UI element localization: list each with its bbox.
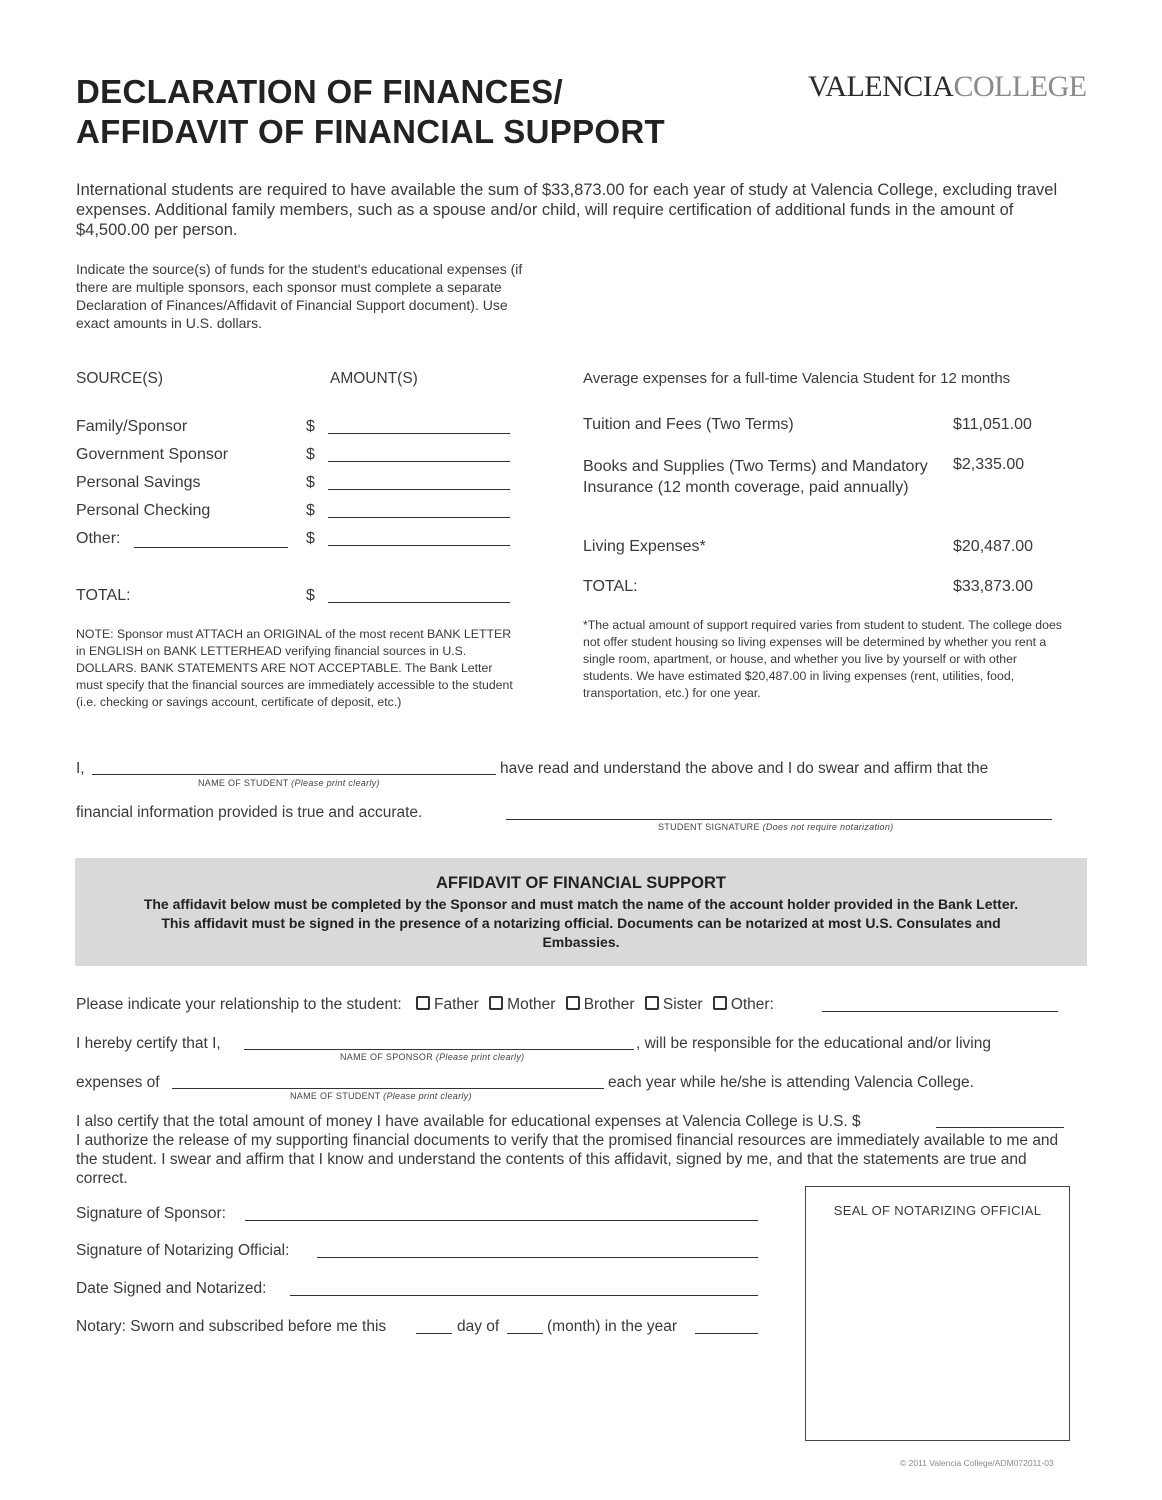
expense-total-label: TOTAL: <box>583 578 638 595</box>
dollar-sign: $ <box>306 418 315 435</box>
certify-suffix: , will be responsible for the educational and/or living <box>636 1035 991 1052</box>
certify-prefix: I hereby certify that I, <box>76 1035 221 1052</box>
other-amount-field[interactable] <box>328 545 510 546</box>
sponsor-name-caption: NAME OF SPONSOR (Please print clearly) <box>340 1052 525 1062</box>
expense-books-label: Books and Supplies (Two Terms) and Mandatory Insurance (12 month coverage, paid annually) <box>583 458 928 496</box>
affidavit-banner <box>75 858 1087 966</box>
relationship-row <box>76 996 774 1014</box>
declaration-statement-1: have read and understand the above and I do swear and affirm that the <box>500 760 989 777</box>
amounts-header: AMOUNT(S) <box>330 370 418 387</box>
checkbox-icon[interactable] <box>566 996 580 1010</box>
living-expenses-footnote: *The actual amount of support required varies from student to student. The college does not offer student housing so living expenses will be determined by whether you rent a single room, apartment, or house, and whether you live by yourself or with other students. We have estimated $20,487.00 in living expenses (rent, utilities, food, transportation, etc.) for one year. <box>583 618 1062 700</box>
sponsor-signature-label: Signature of Sponsor: <box>76 1205 226 1222</box>
bank-letter-note: NOTE: Sponsor must ATTACH an ORIGINAL of the most recent BANK LETTER in ENGLISH on BANK LETTERHEAD verifying financial sources in U.S. DOLLARS. BANK STATEMENTS ARE NOT ACCEPTABLE. The Bank Letter must specify that the financial sources are immediately accessible to the student (i.e. checking or savings account, certificate of deposit, etc.) <box>76 627 513 709</box>
expenses-header: Average expenses for a full-time Valencia Student for 12 months <box>583 370 1011 387</box>
declaration-statement-2: financial information provided is true and accurate. <box>76 804 423 821</box>
date-signed-field[interactable] <box>290 1295 758 1296</box>
student-signature-field[interactable] <box>506 819 1052 820</box>
student-signature-caption: STUDENT SIGNATURE (Does not require notarization) <box>658 822 894 832</box>
source-savings-label: Personal Savings <box>76 474 201 491</box>
expense-living-amount: $20,487.00 <box>953 538 1034 555</box>
notary-month-label: (month) in the year <box>547 1318 678 1335</box>
affidavit-student-name-caption: NAME OF STUDENT (Please print clearly) <box>290 1091 472 1101</box>
dollar-sign: $ <box>306 474 315 491</box>
dollar-sign: $ <box>306 587 315 604</box>
date-signed-label: Date Signed and Notarized: <box>76 1280 267 1297</box>
intro-paragraph: International students are required to have available the sum of $33,873.00 for each year of study at Valencia College, excluding travel expenses. Additional family members, such as a spouse and/or child, will require certification of additional funds in the amount of $4,500.00 per person. <box>76 181 1058 239</box>
expense-total-amount: $33,873.00 <box>953 578 1034 595</box>
page-title <box>76 72 665 152</box>
notary-year-field[interactable] <box>695 1333 758 1334</box>
source-government-label: Government Sponsor <box>76 446 229 463</box>
dollar-sign: $ <box>306 502 315 519</box>
checkbox-brother[interactable]: Brother <box>560 996 635 1013</box>
title-line-2: AFFIDAVIT OF FINANCIAL SUPPORT <box>76 113 665 150</box>
savings-amount-field[interactable] <box>328 489 510 490</box>
dollar-sign: $ <box>306 530 315 547</box>
checkbox-icon[interactable] <box>489 996 503 1010</box>
sponsor-signature-field[interactable] <box>245 1220 758 1221</box>
expense-books-amount: $2,335.00 <box>953 456 1025 473</box>
copyright-notice: © 2011 Valencia College/ADM072011-03 <box>900 1458 1054 1468</box>
source-other-label: Other: <box>76 530 121 547</box>
checkbox-icon[interactable] <box>416 996 430 1010</box>
notary-seal-box <box>805 1186 1070 1441</box>
expenses-prefix: expenses of <box>76 1074 160 1091</box>
other-source-field[interactable] <box>134 547 288 548</box>
authorize-paragraph: I authorize the release of my supporting financial documents to verify that the promised financial resources are immediately available to me and the student. I swear and affirm that I know and understand the contents of this affidavit, signed by me, and that the statements are true and correct. <box>76 1132 1059 1187</box>
sources-header: SOURCE(S) <box>76 370 163 387</box>
notary-month-field[interactable] <box>507 1333 543 1334</box>
notary-day-label: day of <box>457 1318 500 1335</box>
total-certify: I also certify that the total amount of money I have available for educational expenses at Valencia College is U.S. $ <box>76 1113 861 1130</box>
government-amount-field[interactable] <box>328 461 510 462</box>
seal-label: SEAL OF NOTARIZING OFFICIAL <box>833 1203 1042 1218</box>
expense-living-label: Living Expenses* <box>583 538 706 555</box>
checkbox-mother[interactable]: Mother <box>483 996 555 1013</box>
expenses-suffix: each year while he/she is attending Valencia College. <box>608 1074 974 1091</box>
relationship-other-field[interactable] <box>822 1011 1058 1012</box>
affidavit-student-name-field[interactable] <box>172 1088 604 1089</box>
title-line-1: DECLARATION OF FINANCES/ <box>76 73 563 110</box>
student-name-field[interactable] <box>92 774 496 775</box>
checkbox-father[interactable]: Father <box>410 996 479 1013</box>
student-name-caption: NAME OF STUDENT (Please print clearly) <box>198 778 380 788</box>
notary-sworn-text: Notary: Sworn and subscribed before me this <box>76 1318 387 1335</box>
affidavit-instructions: The affidavit below must be completed by the Sponsor and must match the name of the account holder provided in the Bank Letter. This affidavit must be signed in the presence of a notarizing official. Documents can be notarized at most U.S. Consulates and Embassies. <box>143 896 1019 950</box>
expense-tuition-amount: $11,051.00 <box>953 416 1032 433</box>
affidavit-title: AFFIDAVIT OF FINANCIAL SUPPORT <box>436 874 726 892</box>
checkbox-other[interactable]: Other: <box>707 996 774 1013</box>
checkbox-icon[interactable] <box>645 996 659 1010</box>
dollar-sign: $ <box>306 446 315 463</box>
family-amount-field[interactable] <box>328 433 510 434</box>
valencia-college-logo: VALENCIACOLLEGE <box>808 70 1087 103</box>
declaration-i: I, <box>76 760 85 777</box>
relationship-prompt: Please indicate your relationship to the student: <box>76 996 402 1013</box>
checkbox-icon[interactable] <box>713 996 727 1010</box>
total-amount-field[interactable] <box>328 602 510 603</box>
checking-amount-field[interactable] <box>328 517 510 518</box>
notary-day-field[interactable] <box>416 1333 452 1334</box>
source-family-label: Family/Sponsor <box>76 418 188 435</box>
sources-total-label: TOTAL: <box>76 587 131 604</box>
total-available-field[interactable] <box>936 1127 1064 1128</box>
notary-signature-label: Signature of Notarizing Official: <box>76 1242 290 1259</box>
notary-signature-field[interactable] <box>317 1257 758 1258</box>
checkbox-sister[interactable]: Sister <box>639 996 703 1013</box>
sponsor-name-field[interactable] <box>244 1049 634 1050</box>
source-checking-label: Personal Checking <box>76 502 211 519</box>
expense-tuition-label: Tuition and Fees (Two Terms) <box>583 416 794 433</box>
source-instructions: Indicate the source(s) of funds for the student's educational expenses (if there are multiple sponsors, each sponsor must complete a separate Declaration of Finances/Affidavit of Financial Support document). Use exact amounts in U.S. dollars. <box>76 261 523 331</box>
